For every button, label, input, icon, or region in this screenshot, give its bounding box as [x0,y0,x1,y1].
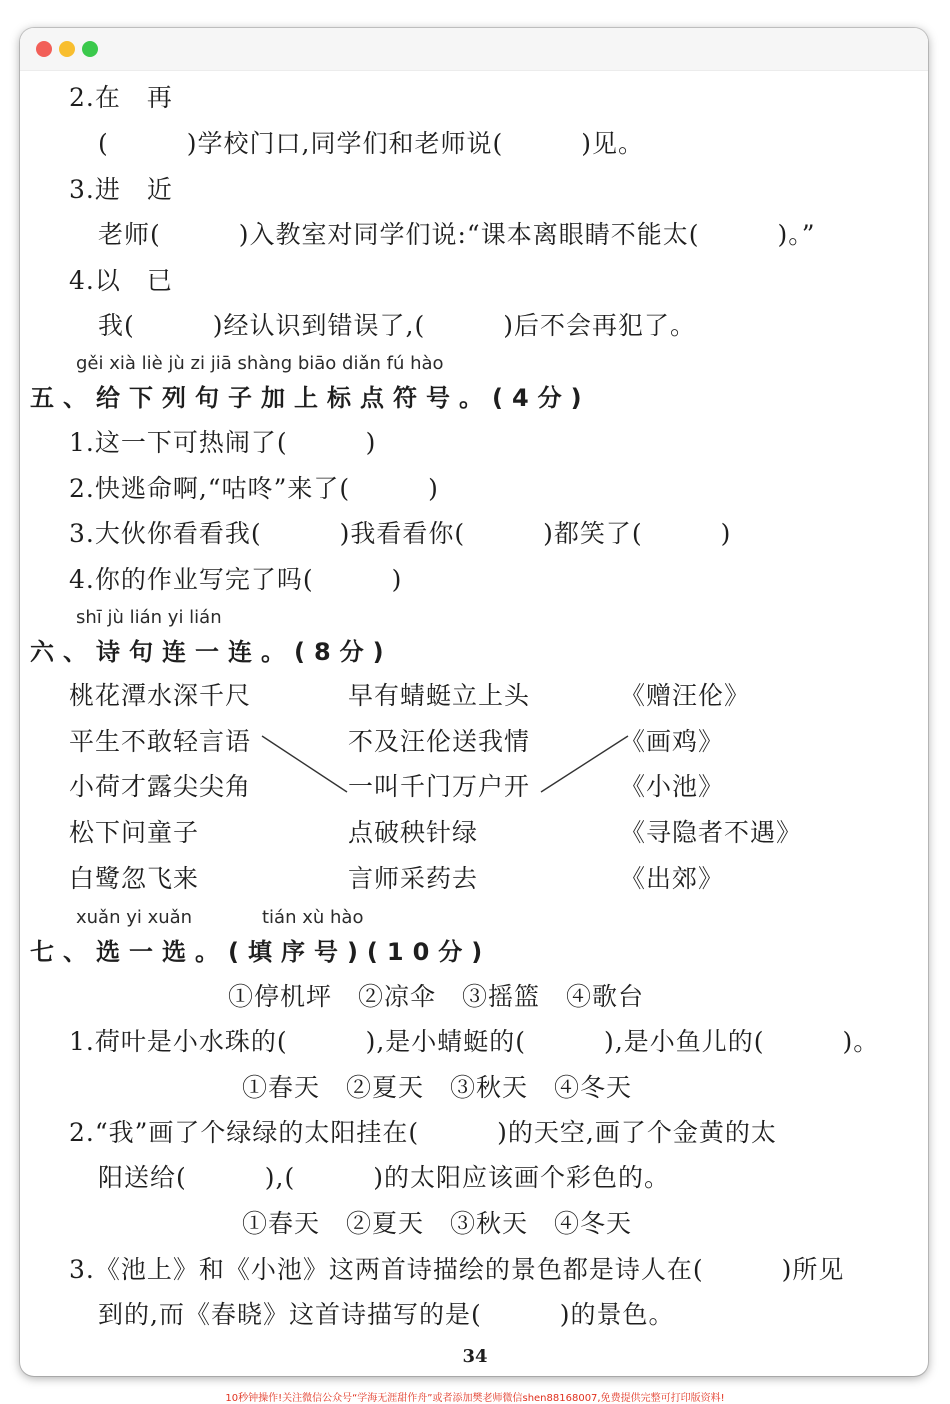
s7-pinyin-select: xuǎn yi xuǎn [76,907,193,928]
poem-line-right: 不及汪伦送我情 [348,727,531,756]
match-line-example-1 [262,736,347,792]
s5-line-4: 4.你的作业写完了吗( ) [69,565,403,594]
poem-title: 《出郊》 [620,864,725,893]
s4-line-6: 我( )经认识到错误了,( )后不会再犯了。 [98,311,696,340]
s7-line-2b: 阳送给( ),( )的太阳应该画个彩色的。 [98,1163,670,1192]
s7-season-options-1: ①春天 ②夏天 ③秋天 ④冬天 [242,1073,633,1102]
s7-season-options-2: ①春天 ②夏天 ③秋天 ④冬天 [242,1209,633,1238]
s4-line-5: 4.以 已 [69,266,173,295]
s7-line-1: 1.荷叶是小水珠的( ),是小蜻蜓的( ),是小鱼儿的( )。 [69,1027,880,1056]
s5-line-2: 2.快逃命啊,“咕咚”来了( ) [69,474,439,503]
poem-line-left: 白鹭忽飞来 [69,864,200,893]
s4-line-3: 3.进 近 [69,175,173,204]
s7-pinyin-fill: tián xù hào [262,907,364,928]
s5-title: 五、给下列句子加上标点符号。(4分) [30,384,591,412]
poem-title: 《画鸡》 [620,727,725,756]
poem-line-left: 小荷才露尖尖角 [69,772,252,801]
s5-line-3: 3.大伙你看看我( )我看看你( )都笑了( ) [69,519,732,548]
poem-title: 《寻隐者不遇》 [620,818,803,847]
match-line-example-2 [541,736,628,792]
s5-line-1: 1.这一下可热闹了( ) [69,428,377,457]
poem-line-right: 言师采药去 [348,864,479,893]
s7-line-2a: 2.“我”画了个绿绿的太阳挂在( )的天空,画了个金黄的太 [69,1118,777,1147]
poem-line-right: 一叫千门万户开 [348,772,531,801]
s7-title: 七、选一选。(填序号)(10分) [30,938,492,966]
s4-line-1: 2.在 再 [69,83,173,112]
poem-line-right: 早有蜻蜓立上头 [348,681,531,710]
s6-pinyin: shī jù lián yi lián [76,607,222,628]
page-number: 34 [462,1346,488,1367]
s6-title: 六、诗句连一连。(8分) [30,638,393,666]
poem-line-left: 松下问童子 [69,818,200,847]
s4-line-4: 老师( )入教室对同学们说:“课本离眼睛不能太( )。” [98,220,816,249]
s7-line-3a: 3.《池上》和《小池》这两首诗描绘的景色都是诗人在( )所见 [69,1255,845,1284]
s5-pinyin: gěi xià liè jù zi jiā shàng biāo diǎn fú hào [76,353,444,374]
poem-title: 《赠汪伦》 [620,681,751,710]
poem-line-left: 桃花潭水深千尺 [69,681,252,710]
poem-line-right: 点破秧针绿 [348,818,479,847]
s7-options: ①停机坪 ②凉伞 ③摇篮 ④歌台 [228,982,645,1011]
footer-notice: 10秒钟操作!关注微信公众号“学海无涯甜作舟”或者添加樊老师微信shen88168007,免费提供完整可打印版资料! [225,1393,725,1404]
s4-line-2: ( )学校门口,同学们和老师说( )见。 [98,129,644,158]
poem-line-left: 平生不敢轻言语 [69,727,252,756]
s7-line-3b: 到的,而《春晓》这首诗描写的是( )的景色。 [98,1300,675,1329]
poem-title: 《小池》 [620,772,725,801]
